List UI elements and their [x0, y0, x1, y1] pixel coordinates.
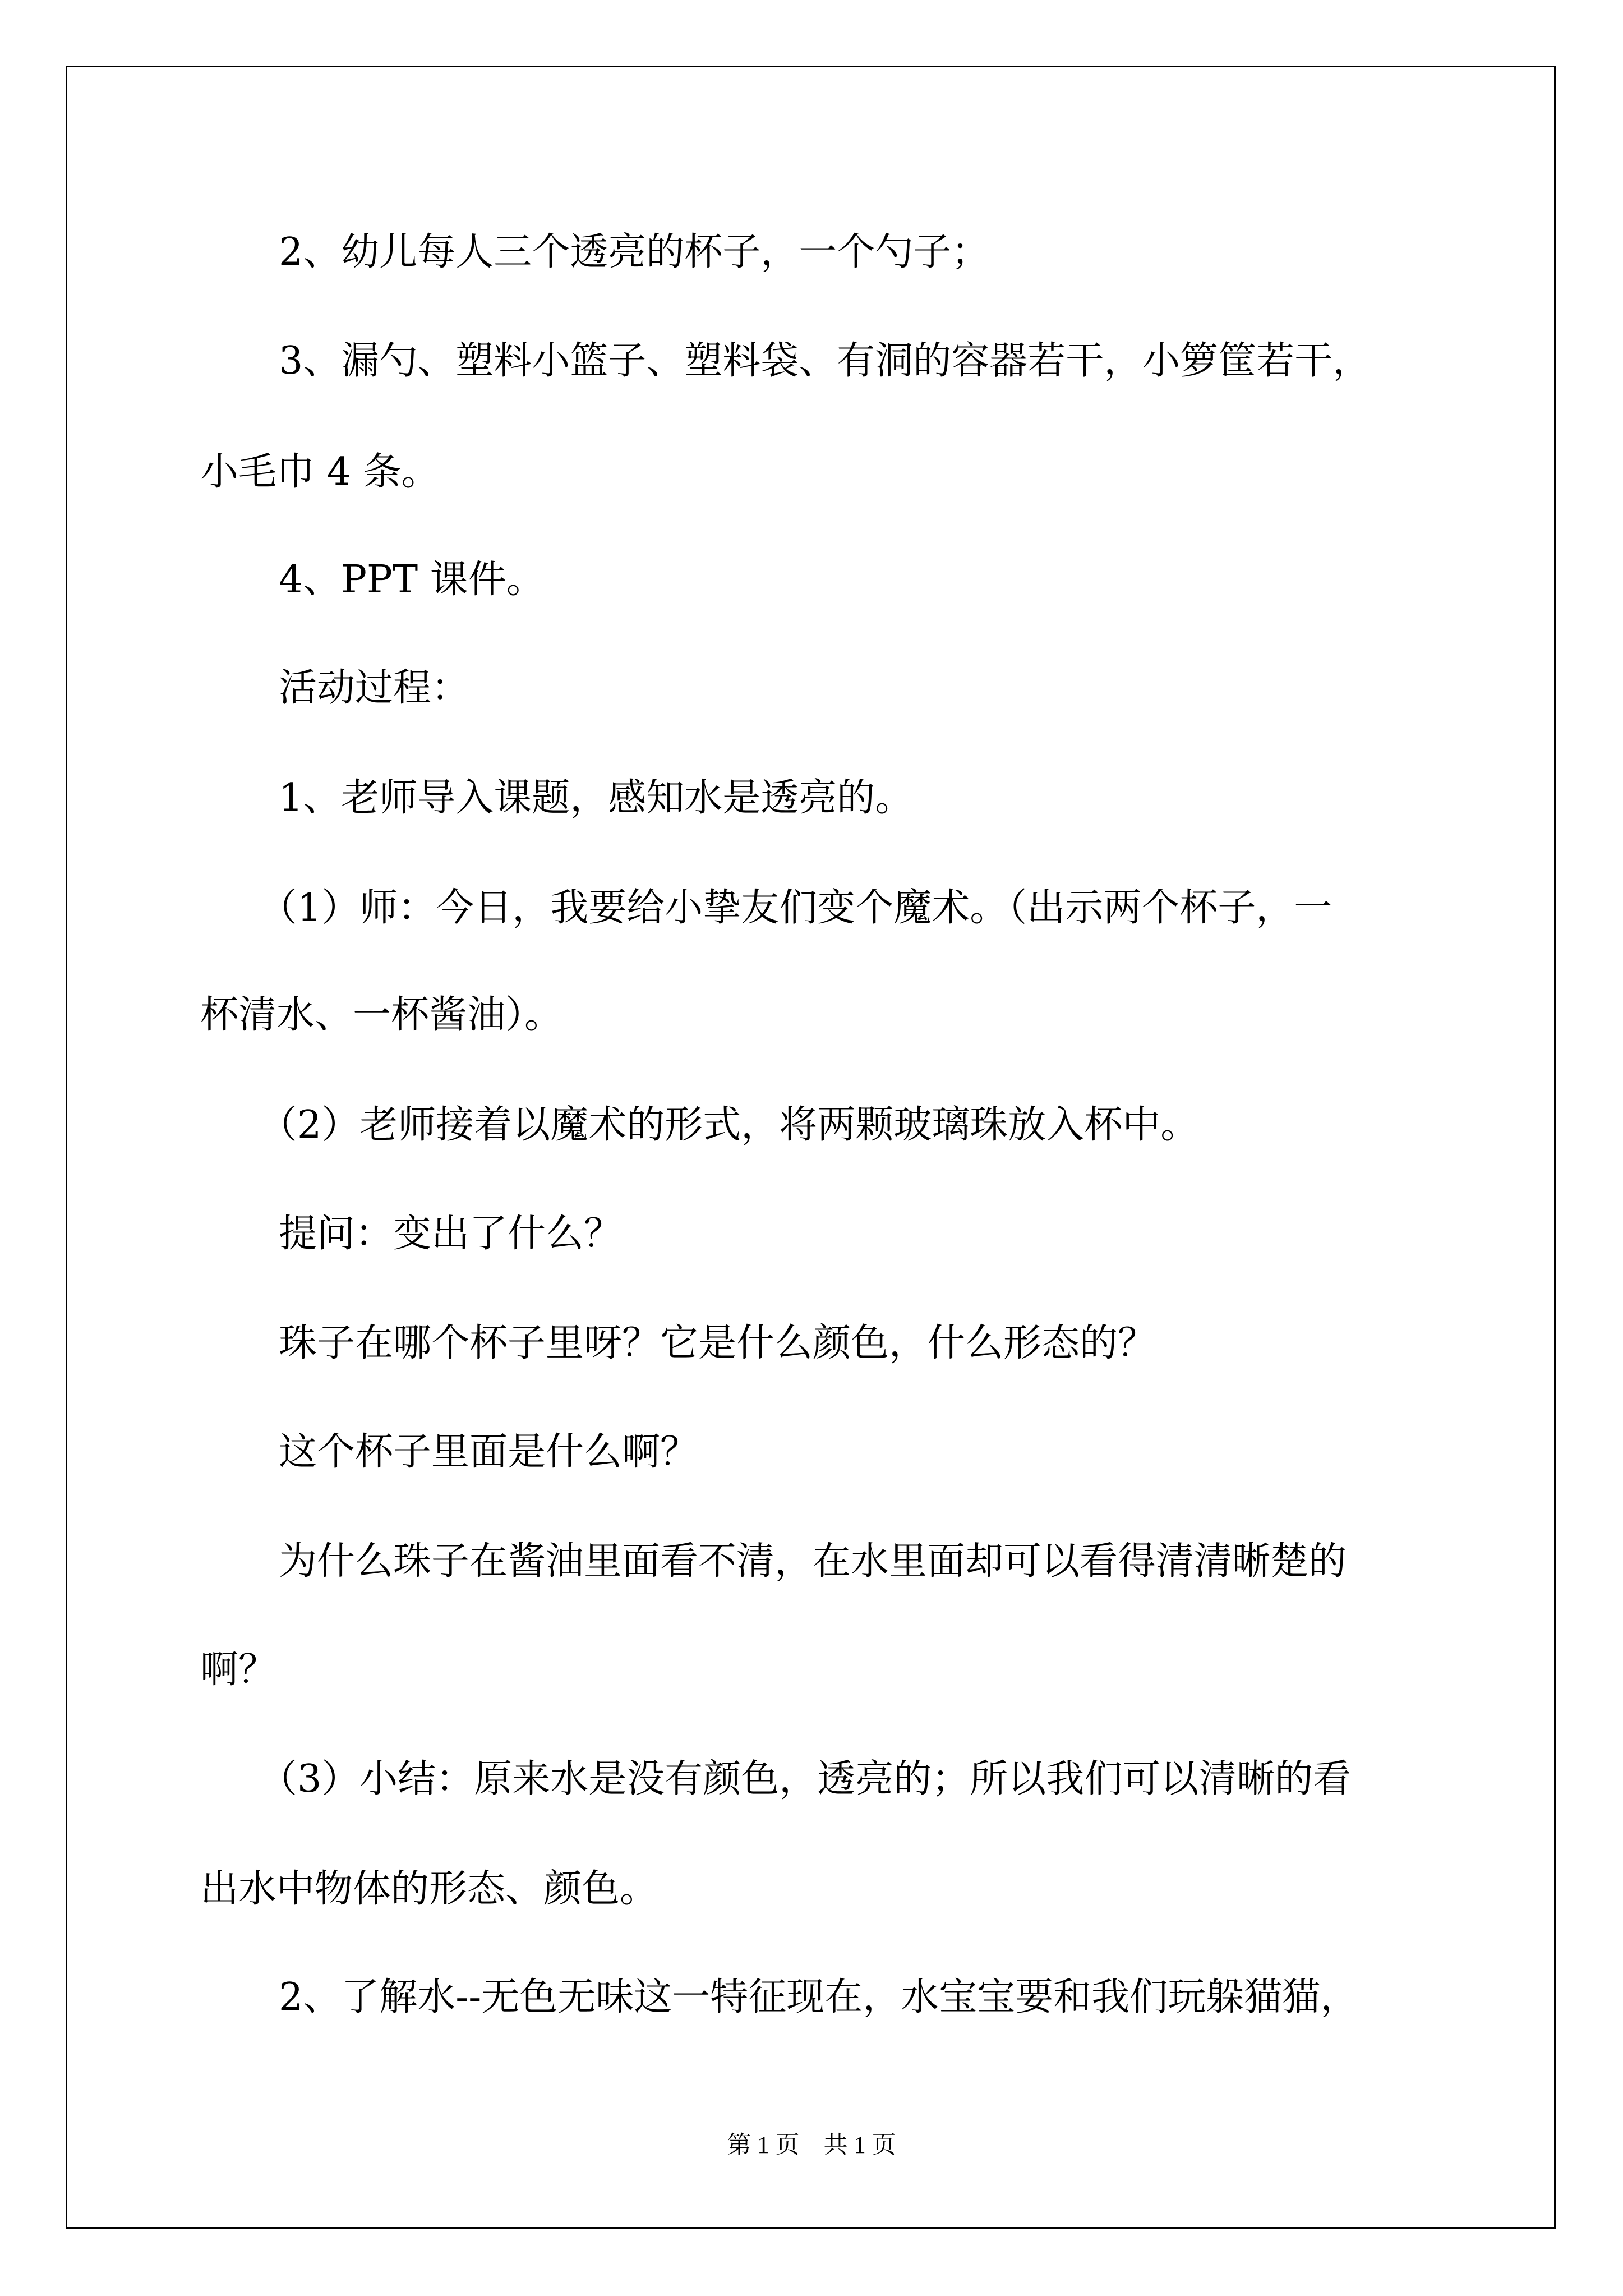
paragraph-line: 2、了解水--无色无味这一特征现在，水宝宝要和我们玩躲猫猫，	[279, 1975, 1359, 2019]
paragraph-line: 啊？	[200, 1648, 277, 1692]
paragraph-line: 提问：变出了什么？	[279, 1212, 623, 1256]
paragraph-line: 杯清水、一杯酱油）。	[200, 993, 563, 1037]
paragraph-line: 为什么珠子在酱油里面看不清，在水里面却可以看得清清晰楚的	[279, 1539, 1347, 1584]
paragraph-line: 这个杯子里面是什么啊？	[279, 1430, 699, 1474]
paragraph-line: 1、老师导入课题，感知水是透亮的。	[279, 776, 914, 820]
paragraph-line: （1）师：今日，我要给小挚友们变个魔术。（出示两个杯子，一	[259, 886, 1332, 930]
paragraph-line: 出水中物体的形态、颜色。	[200, 1867, 658, 1911]
page-number-footer: 第 1 页 共 1 页	[727, 2132, 896, 2159]
paragraph-line: 活动过程：	[279, 666, 470, 710]
paragraph-line: （2）老师接着以魔术的形式，将两颗玻璃珠放入杯中。	[259, 1103, 1199, 1147]
paragraph-line: 小毛巾 4 条。	[200, 450, 440, 494]
paragraph-line: 珠子在哪个杯子里呀？它是什么颜色，什么形态的？	[279, 1321, 1156, 1365]
paragraph-line: 3、漏勺、塑料小篮子、塑料袋、有洞的容器若干，小箩筐若干，	[279, 339, 1371, 383]
paragraph-line: 2、幼儿每人三个透亮的杯子，一个勺子；	[279, 230, 990, 274]
paragraph-line: （3）小结：原来水是没有颜色，透亮的；所以我们可以清晰的看	[259, 1757, 1352, 1801]
paragraph-line: 4、PPT 课件。	[279, 558, 545, 602]
